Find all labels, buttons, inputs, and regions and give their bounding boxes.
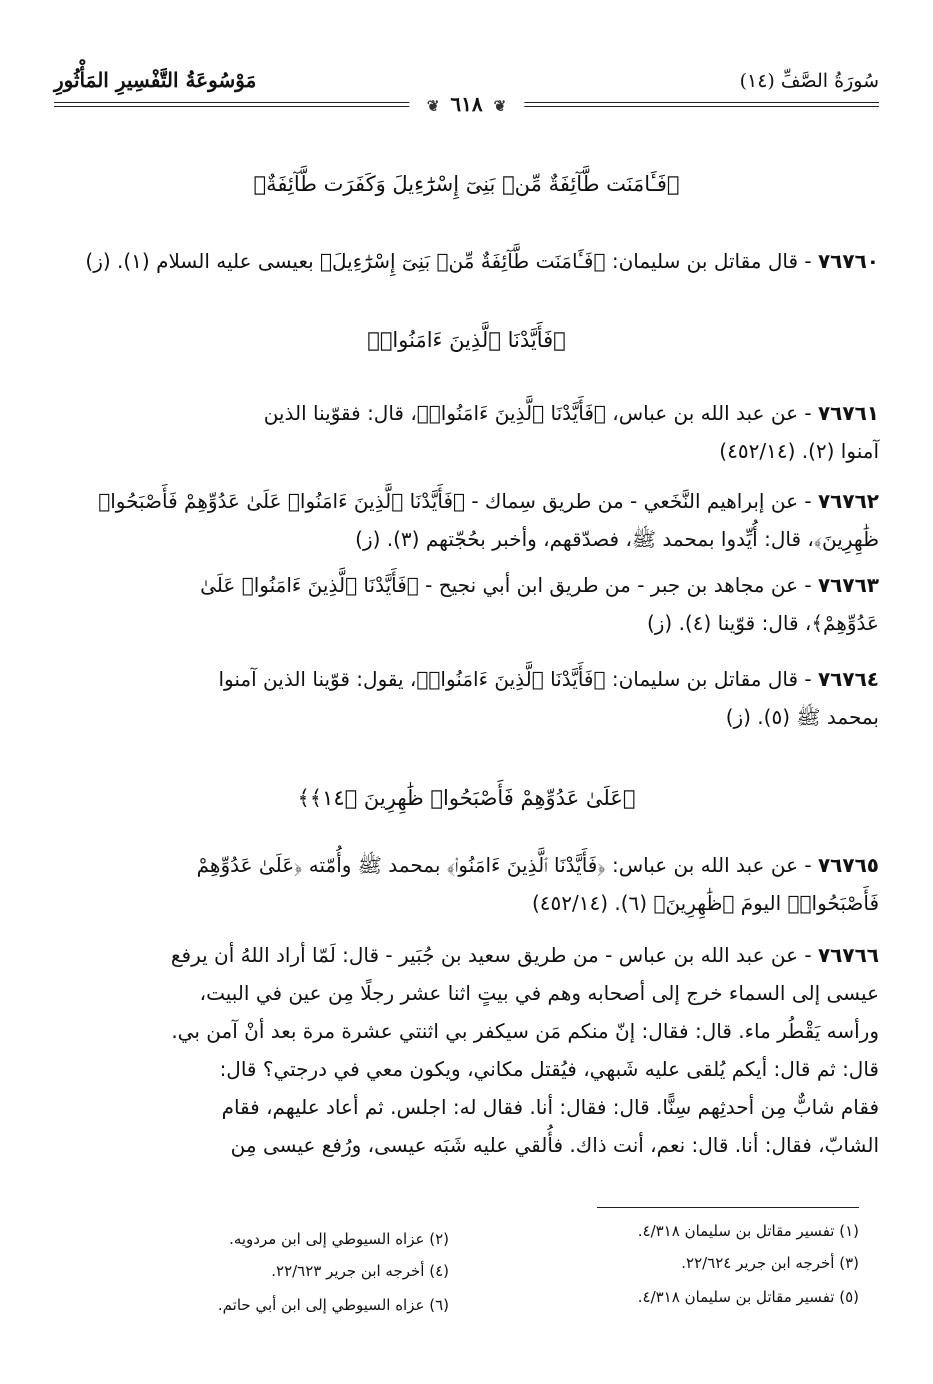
entry-text: - عن إبراهيم النَّخَعي - من طريق سِماك - ﴿فَأَيَّدْنَا ٱلَّذِينَ ءَامَنُوا۟ عَلَىٰ عَدُوِّهِمْ فَأَصْبَحُوا۟: [98, 489, 812, 513]
page-number: ٦١٨: [450, 92, 483, 116]
entry-number: ٧٦٧٦٦: [817, 943, 879, 967]
entry-line: عيسى إلى السماء خرج إلى أصحابه وهم في بيتٍ اثنا عشر رجلًا مِن عين في البيت،: [199, 981, 879, 1005]
entry-76761: [54, 394, 879, 470]
entry-line: [54, 846, 879, 884]
entry-number: ٧٦٧٦٤: [817, 667, 879, 691]
entry-76765: [54, 846, 879, 922]
footnote: (٢) عزاه السيوطي إلى ابن مردويه.: [229, 1230, 449, 1248]
entry-line: عَدُوِّهِمْ﴾، قال: قوّينا (٤). (ز): [646, 611, 879, 635]
verse-heading: ﴿فَأَيَّدْنَا ٱلَّذِينَ ءَامَنُوا۟﴾: [367, 328, 566, 352]
verse-heading: ﴿فَـَٔامَنَت طَّآئِفَةٌ مِّنۢ بَنِىٓ إِسْرَٰٓءِيلَ وَكَفَرَت طَّآئِفَةٌ﴾: [253, 172, 680, 196]
entry-line: [54, 660, 879, 698]
entry-76766: [54, 936, 879, 1164]
entry-line: [54, 566, 879, 604]
entry-line: الشابّ، فقال: أنا. قال: نعم، أنت ذاك. فأُلقي عليه شَبَه عيسى، ورُفع عيسى مِن: [230, 1133, 879, 1157]
entry-line: فَأَصْبَحُوا۟﴾ اليومَ ﴿ظَٰهِرِينَ﴾ (٦). (٤٥٢/١٤): [531, 891, 879, 915]
entry-line: [54, 242, 879, 280]
entry-line: فقام شابٌّ مِن أحدثِهم سِنًّا. قال: فقال: أنا. فقال له: اجلس. ثم أعاد عليهم، فقام: [221, 1095, 879, 1119]
footnote: (٣) أخرجه ابن جرير ٢٢/٦٢٤.: [681, 1254, 859, 1272]
entry-line: [54, 394, 879, 432]
entry-text: - قال مقاتل بن سليمان: ﴿فَأَيَّدْنَا ٱلَّذِينَ ءَامَنُوا۟﴾، يقول: قوّينا الذين آمنوا: [218, 667, 812, 691]
page-number-box: [409, 92, 524, 116]
entry-number: ٧٦٧٦١: [817, 401, 879, 425]
entry-line: آمنوا (٢). (٤٥٢/١٤): [719, 439, 879, 463]
verse-heading: ﴿عَلَىٰ عَدُوِّهِمْ فَأَصْبَحُوا۟ ظَٰهِرِينَ ﴿١٤﴾﴾: [297, 786, 636, 810]
entry-line: قال: ثم قال: أيكم يُلقى عليه شَبهي، فيُقتل مكاني، ويكون معي في درجتي؟ قال:: [219, 1057, 879, 1081]
surah-title: سُورَةُ الصَّفِّ (١٤): [739, 70, 879, 92]
entry-text: - عن عبد الله بن عباس: ﴿فَأَيَّدْنَا ٱلَّذِينَ ءَامَنُوا۟﴾ بمحمد ﷺ وأُمّته ﴿عَلَىٰ عَدُوِّهِمْ: [196, 853, 812, 877]
entry-number: ٧٦٧٦٣: [817, 573, 879, 597]
entry-text: - عن عبد الله بن عباس، ﴿فَأَيَّدْنَا ٱلَّذِينَ ءَامَنُوا۟﴾، قال: فقوّينا الذين: [263, 401, 812, 425]
entry-line: ورأسه يَقْطُر ماء. قال: فقال: إنّ منكم مَن سيكفر بي اثنتي عشرة مرة بعد أنْ آمن بي.: [171, 1019, 879, 1043]
footnote: (٤) أخرجه ابن جرير ٢٢/٦٢٣.: [271, 1262, 449, 1280]
entry-text: - قال مقاتل بن سليمان: ﴿فَـَٔامَنَت طَّآئِفَةٌ مِّنۢ بَنِىٓ إِسْرَٰٓءِيلَ﴾ بعيسى عليه السلام (١). (ز): [85, 249, 812, 273]
entry-76763: [54, 566, 879, 642]
ornament-icon: ❦: [493, 97, 507, 115]
entry-line: [54, 936, 879, 974]
running-header: [54, 62, 879, 132]
entry-text: - عن عبد الله بن عباس - من طريق سعيد بن جُبَير - قال: لَمّا أراد اللهُ أن يرفع: [170, 943, 812, 967]
entry-number: ٧٦٧٦٠: [817, 249, 879, 273]
entry-76762: [54, 482, 879, 558]
ornament-icon: ❦: [426, 97, 440, 115]
entry-76764: [54, 660, 879, 736]
entry-number: ٧٦٧٦٢: [817, 489, 879, 513]
footnote-rule: [597, 1207, 859, 1208]
entry-line: ظَٰهِرِينَ﴾، قال: أُيِّدوا بمحمد ﷺ، فصدّقهم، وأخبر بحُجّتهم (٣). (ز): [355, 527, 879, 551]
footnote: (٦) عزاه السيوطي إلى ابن أبي حاتم.: [217, 1296, 449, 1314]
book-title: مَوْسُوعَةُ التَّفْسِيرِ المَأْثُورِ: [54, 68, 257, 92]
footnote: (١) تفسير مقاتل بن سليمان ٤/٣١٨.: [637, 1222, 859, 1240]
entry-76760: [54, 242, 879, 280]
entry-text: - عن مجاهد بن جبر - من طريق ابن أبي نجيح - ﴿فَأَيَّدْنَا ٱلَّذِينَ ءَامَنُوا۟ عَلَىٰ: [200, 573, 812, 597]
footnote: (٥) تفسير مقاتل بن سليمان ٤/٣١٨.: [637, 1288, 859, 1306]
entry-line: بمحمد ﷺ (٥). (ز): [725, 705, 879, 729]
entry-line: [54, 482, 879, 520]
entry-number: ٧٦٧٦٥: [817, 853, 879, 877]
